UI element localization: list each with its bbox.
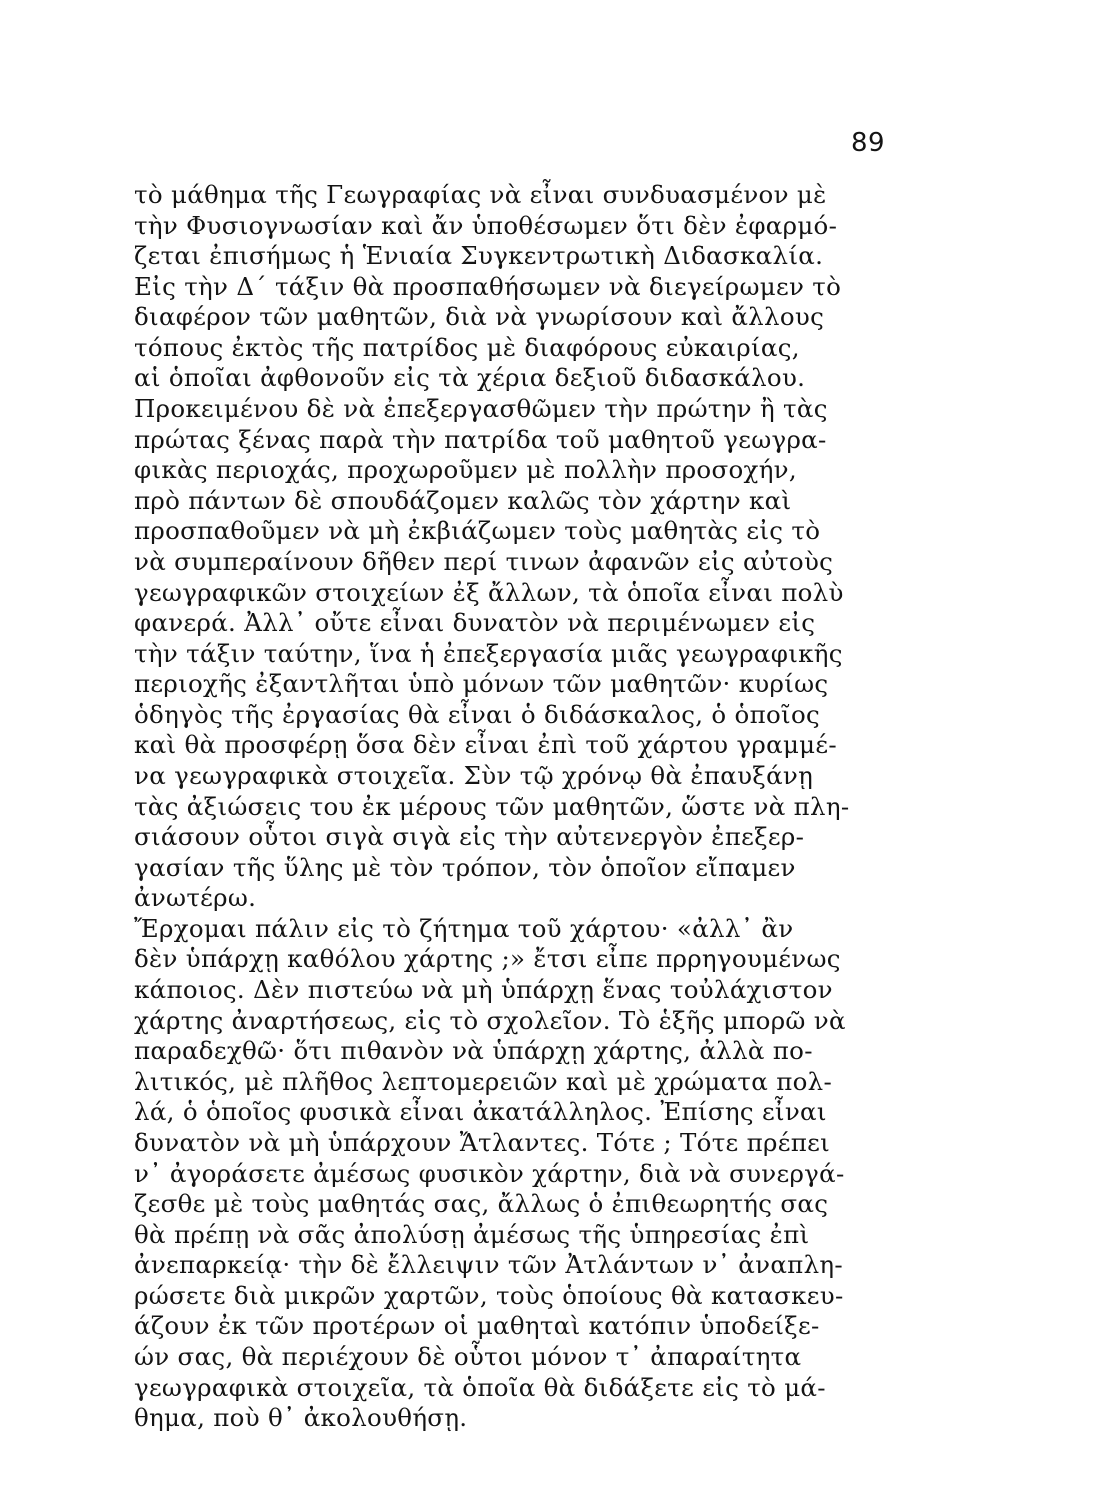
text-line: προσπαθοῦμεν νὰ μὴ ἐκβιάζωμεν τοὺς μαθητὰς εἰς τὸ bbox=[134, 516, 821, 546]
text-line: σιάσουν οὗτοι σιγὰ σιγὰ εἰς τὴν αὐτενεργὸν ἐπεξερ- bbox=[134, 822, 805, 852]
page-number: 89 bbox=[851, 128, 886, 158]
text-line: πρὸ πάντων δὲ σπουδάζομεν καλῶς τὸν χάρτην καὶ bbox=[134, 485, 792, 515]
text-line: θημα, ποὺ θ᾽ ἀκολουθήσῃ. bbox=[134, 1403, 468, 1433]
text-line: τὰς ἀξιώσεις του ἐκ μέρους τῶν μαθητῶν, ὥστε νὰ πλη- bbox=[134, 791, 850, 821]
text-line: γεωγραφικῶν στοιχείων ἐξ ἄλλων, τὰ ὁποῖα εἶναι πολὺ bbox=[134, 577, 844, 607]
text-line: φικὰς περιοχάς, προχωροῦμεν μὲ πολλὴν προσοχήν, bbox=[134, 455, 797, 485]
text-line: ὁδηγὸς τῆς ἐργασίας θὰ εἶναι ὁ διδάσκαλος, ὁ ὁποῖος bbox=[134, 699, 821, 729]
text-line: καὶ θὰ προσφέρῃ ὅσα δὲν εἶναι ἐπὶ τοῦ χάρτου γραμμέ- bbox=[134, 730, 837, 760]
text-line: λά, ὁ ὁποῖος φυσικὰ εἶναι ἀκατάλληλος. Ἐπίσης εἶναι bbox=[134, 1097, 827, 1127]
text-line: Ἔρχομαι πάλιν εἰς τὸ ζήτημα τοῦ χάρτου· «ἀλλ᾽ ἂν bbox=[134, 913, 794, 943]
text-line: γασίαν τῆς ὕλης μὲ τὸν τρόπον, τὸν ὁποῖον εἴπαμεν bbox=[134, 852, 796, 882]
text-line: φανερά. Ἀλλ᾽ οὔτε εἶναι δυνατὸν νὰ περιμένωμεν εἰς bbox=[134, 608, 816, 638]
text-line: ἀνεπαρκείᾳ· τὴν δὲ ἔλλειψιν τῶν Ἀτλάντων ν᾽ ἀναπλη- bbox=[134, 1250, 843, 1280]
text-line: νὰ συμπεραίνουν δῆθεν περί τινων ἀφανῶν εἰς αὐτοὺς bbox=[134, 546, 834, 576]
text-line: δυνατὸν νὰ μὴ ὑπάρχουν Ἄτλαντες. Τότε ; Τότε πρέπει bbox=[134, 1127, 831, 1157]
text-line: ἀνωτέρω. bbox=[134, 883, 257, 913]
text-line: τόπους ἐκτὸς τῆς πατρίδος μὲ διαφόρους εὐκαιρίας, bbox=[134, 332, 800, 362]
text-line: τὸ μάθημα τῆς Γεωγραφίας νὰ εἶναι συνδυασμένον μὲ bbox=[134, 180, 827, 209]
text-line: χάρτης ἀναρτήσεως, εἰς τὸ σχολεῖον. Τὸ ἑξῆς μπορῶ νὰ bbox=[134, 1005, 846, 1035]
text-line: γεωγραφικὰ στοιχεῖα, τὰ ὁποῖα θὰ διδάξετε εἰς τὸ μά- bbox=[134, 1372, 826, 1402]
text-line: ρώσετε διὰ μικρῶν χαρτῶν, τοὺς ὁποίους θὰ κατασκευ- bbox=[134, 1280, 844, 1310]
text-line: θὰ πρέπῃ νὰ σᾶς ἀπολύσῃ ἀμέσως τῆς ὑπηρεσίας ἐπὶ bbox=[134, 1219, 810, 1249]
text-line: περιοχῆς ἐξαντλῆται ὑπὸ μόνων τῶν μαθητῶν· κυρίως bbox=[134, 669, 829, 699]
text-line: ζεσθε μὲ τοὺς μαθητάς σας, ἄλλως ὁ ἐπιθεωρητής σας bbox=[134, 1189, 829, 1219]
body-text bbox=[134, 180, 904, 1434]
text-line: Προκειμένου δὲ νὰ ἐπεξεργασθῶμεν τὴν πρώτην ἢ τὰς bbox=[134, 394, 828, 424]
text-line: δὲν ὑπάρχῃ καθόλου χάρτης ;» ἔτσι εἶπε πρρηγουμένως bbox=[134, 944, 841, 974]
text-line: ών σας, θὰ περιέχουν δὲ οὗτοι μόνον τ᾽ ἀπαραίτητα bbox=[134, 1341, 802, 1371]
text-line: άζουν ἐκ τῶν προτέρων οἱ μαθηταὶ κατόπιν ὑποδείξε- bbox=[134, 1311, 820, 1341]
text-line: διαφέρον τῶν μαθητῶν, διὰ νὰ γνωρίσουν καὶ ἄλλους bbox=[134, 302, 825, 332]
text-line: πρώτας ξένας παρὰ τὴν πατρίδα τοῦ μαθητοῦ γεωγρα- bbox=[134, 424, 827, 454]
text-line: αἱ ὁποῖαι ἀφθονοῦν εἰς τὰ χέρια δεξιοῦ διδασκάλου. bbox=[134, 363, 806, 393]
text-line: ζεται ἐπισήμως ἡ Ἑνιαία Συγκεντρωτικὴ Διδασκαλία. bbox=[134, 241, 824, 271]
text-line: Εἰς τὴν Δ΄ τάξιν θὰ προσπαθήσωμεν νὰ διεγείρωμεν τὸ bbox=[134, 271, 842, 301]
text-line: τὴν τάξιν ταύτην, ἵνα ἡ ἐπεξεργασία μιᾶς γεωγραφικῆς bbox=[134, 638, 843, 668]
text-line: κάποιος. Δὲν πιστεύω νὰ μὴ ὑπάρχῃ ἕνας τοὐλάχιστον bbox=[134, 975, 833, 1005]
text-line: να γεωγραφικὰ στοιχεῖα. Σὺν τῷ χρόνῳ θὰ ἐπαυξάνῃ bbox=[134, 760, 814, 790]
text-line: παραδεχθῶ· ὅτι πιθανὸν νὰ ὑπάρχῃ χάρτης, ἀλλὰ πο- bbox=[134, 1036, 813, 1066]
text-line: λιτικός, μὲ πλῆθος λεπτομερειῶν καὶ μὲ χρώματα πολ- bbox=[134, 1066, 833, 1096]
text-line: ν᾽ ἀγοράσετε ἀμέσως φυσικὸν χάρτην, διὰ νὰ συνεργά- bbox=[134, 1158, 845, 1188]
text-line: τὴν Φυσιογνωσίαν καὶ ἄν ὑποθέσωμεν ὅτι δὲν ἐφαρμό- bbox=[134, 210, 838, 240]
